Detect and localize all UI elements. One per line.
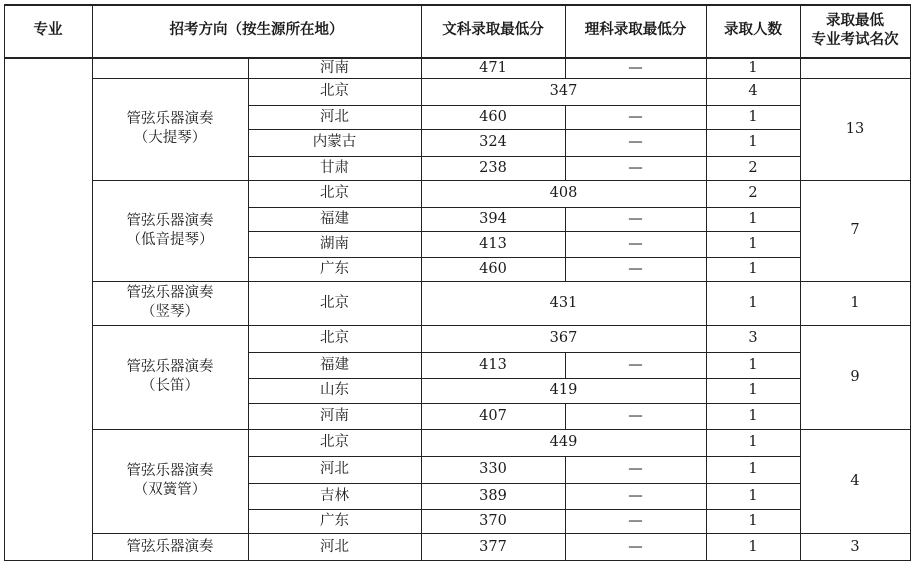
grid-line [565, 352, 566, 378]
admitted-count-cell: 1 [748, 434, 758, 451]
grid-line [248, 129, 800, 130]
grid-line [248, 57, 249, 561]
grid-line [565, 129, 566, 156]
region-cell: 吉林 [320, 487, 349, 504]
admitted-count-cell: 1 [748, 108, 758, 125]
grid-line [248, 483, 800, 484]
region-cell: 河南 [320, 59, 349, 76]
merged-min-score-cell: 408 [549, 185, 578, 202]
admitted-count-cell: 1 [748, 407, 758, 424]
arts-min-score-cell: 389 [479, 487, 507, 504]
science-min-score-cell: — [628, 134, 643, 151]
region-cell: 福建 [320, 356, 349, 373]
header-direction: 招考方向（按生源所在地） [169, 22, 344, 39]
arts-min-score-cell: 330 [479, 461, 507, 478]
arts-min-score-cell: 377 [479, 538, 507, 555]
science-min-score-cell: — [628, 461, 643, 478]
grid-line [565, 456, 566, 483]
grid-line [565, 533, 566, 561]
science-min-score-cell: — [628, 356, 643, 373]
arts-min-score-cell: 460 [479, 260, 507, 277]
grid-line [706, 4, 707, 561]
grid-line [565, 58, 566, 78]
grid-line [565, 257, 566, 281]
admitted-count-cell: 1 [748, 294, 758, 311]
grid-line [565, 207, 566, 231]
admitted-count-cell: 1 [748, 356, 758, 373]
science-min-score-cell: — [628, 538, 643, 555]
arts-min-score-cell: 413 [479, 356, 507, 373]
region-cell: 福建 [320, 210, 349, 227]
min-rank-value: 3 [850, 538, 860, 555]
grid-line [248, 231, 800, 232]
region-cell: 山东 [320, 382, 349, 399]
direction-group-name: 管弦乐器演奏 （长笛） [126, 359, 214, 394]
header-major: 专业 [33, 22, 63, 39]
admitted-count-cell: 1 [748, 59, 758, 76]
min-rank-value: 9 [850, 368, 860, 385]
direction-group-name: 管弦乐器演奏 （低音提琴） [126, 212, 214, 248]
min-rank-value: 4 [850, 472, 860, 489]
region-cell: 河北 [320, 538, 349, 555]
region-cell: 甘肃 [320, 159, 349, 176]
region-cell: 内蒙古 [312, 134, 357, 151]
science-min-score-cell: — [628, 108, 643, 125]
grid-line [92, 4, 93, 561]
arts-min-score-cell: 471 [479, 59, 507, 76]
admitted-count-cell: 1 [748, 235, 758, 252]
grid-line [910, 4, 911, 561]
grid-line [248, 403, 800, 404]
region-cell: 北京 [320, 83, 349, 100]
admitted-count-cell: 1 [748, 461, 758, 478]
grid-line [248, 207, 800, 208]
admitted-count-cell: 2 [748, 185, 758, 202]
admitted-count-cell: 1 [748, 134, 758, 151]
header-science-min-score: 理科录取最低分 [584, 22, 687, 39]
grid-line [248, 352, 800, 353]
admitted-count-cell: 1 [748, 260, 758, 277]
arts-min-score-cell: 324 [479, 134, 507, 151]
grid-line [4, 4, 5, 561]
arts-min-score-cell: 394 [479, 210, 507, 227]
grid-line [4, 57, 910, 59]
admitted-count-cell: 4 [748, 83, 758, 100]
grid-line [4, 4, 910, 6]
header-admitted-count: 录取人数 [724, 22, 782, 39]
admitted-count-cell: 1 [748, 538, 758, 555]
arts-min-score-cell: 407 [479, 407, 507, 424]
grid-line [565, 156, 566, 180]
grid-line [248, 378, 800, 379]
region-cell: 湖南 [320, 235, 349, 252]
min-rank-value: 1 [850, 294, 860, 311]
merged-min-score-cell: 367 [549, 330, 578, 347]
admitted-count-cell: 2 [748, 159, 758, 176]
region-cell: 河南 [320, 407, 349, 424]
admitted-count-cell: 1 [748, 382, 758, 399]
grid-line [565, 403, 566, 429]
science-min-score-cell: — [628, 235, 643, 252]
region-cell: 北京 [320, 185, 349, 202]
admitted-count-cell: 1 [748, 210, 758, 227]
direction-group-name: 管弦乐器演奏 （竖琴） [126, 285, 214, 320]
arts-min-score-cell: 460 [479, 108, 507, 125]
merged-min-score-cell: 449 [549, 434, 578, 451]
min-rank-value: 7 [850, 222, 860, 239]
direction-group-name: 管弦乐器演奏 （双簧管） [126, 463, 214, 498]
grid-line [248, 456, 800, 457]
direction-group-name: 管弦乐器演奏 [126, 538, 214, 555]
admitted-count-cell: 1 [748, 487, 758, 504]
admitted-count-cell: 3 [748, 330, 758, 347]
min-rank-value: 13 [845, 120, 865, 137]
grid-line [421, 4, 422, 561]
region-cell: 广东 [320, 512, 349, 529]
region-cell: 广东 [320, 260, 349, 277]
science-min-score-cell: — [628, 210, 643, 227]
merged-min-score-cell: 431 [549, 294, 578, 311]
science-min-score-cell: — [628, 512, 643, 529]
header-min-exam-rank: 录取最低 专业考试名次 [811, 12, 899, 48]
merged-min-score-cell: 419 [549, 382, 578, 399]
region-cell: 北京 [320, 330, 349, 347]
grid-line [565, 105, 566, 129]
grid-line [4, 560, 910, 561]
grid-line [248, 156, 800, 157]
grid-line [248, 257, 800, 258]
grid-line [800, 4, 801, 561]
grid-line [248, 509, 800, 510]
region-cell: 北京 [320, 434, 349, 451]
region-cell: 北京 [320, 294, 349, 311]
grid-line [248, 105, 800, 106]
science-min-score-cell: — [628, 407, 643, 424]
grid-line [565, 4, 566, 57]
grid-line [565, 231, 566, 257]
header-arts-min-score: 文科录取最低分 [442, 22, 544, 39]
region-cell: 河北 [320, 108, 349, 125]
direction-group-name: 管弦乐器演奏 （大提琴） [126, 111, 214, 146]
science-min-score-cell: — [628, 260, 643, 277]
admitted-count-cell: 1 [748, 512, 758, 529]
region-cell: 河北 [320, 461, 349, 478]
arts-min-score-cell: 238 [479, 159, 507, 176]
arts-min-score-cell: 370 [479, 512, 507, 529]
science-min-score-cell: — [628, 487, 643, 504]
science-min-score-cell: — [628, 59, 643, 76]
grid-line [565, 509, 566, 533]
merged-min-score-cell: 347 [549, 83, 578, 100]
arts-min-score-cell: 413 [479, 235, 507, 252]
grid-line [565, 483, 566, 509]
science-min-score-cell: — [628, 159, 643, 176]
